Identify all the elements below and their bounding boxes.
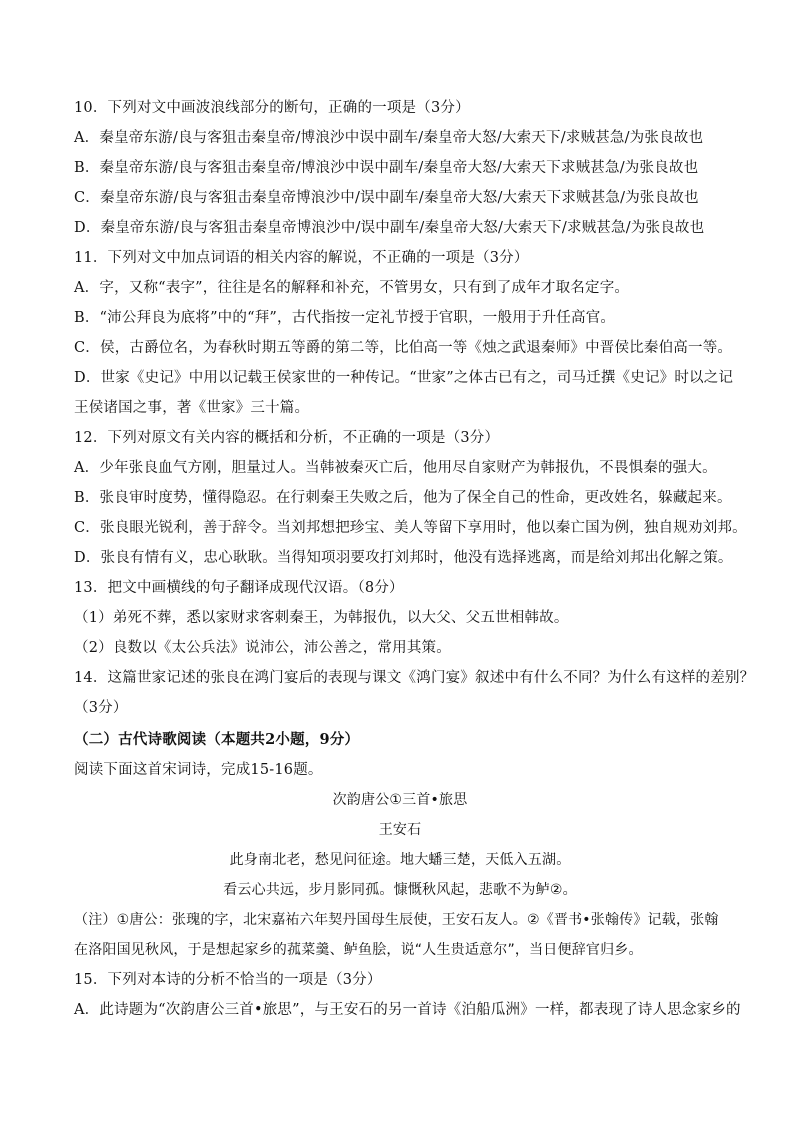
section-heading: （二）古代诗歌阅读（本题共2小题，9分） bbox=[74, 731, 360, 748]
q10-option-d: D．秦皇帝东游/良与客狙击秦皇帝博浪沙中/误中副车/秦皇帝大怒/大索天下/求贼甚急/为张良故也 bbox=[74, 220, 705, 236]
poem-line-1: 此身南北老，愁见问征途。地大蟠三楚，天低入五湖。 bbox=[229, 852, 571, 868]
q14-stem: 14．这篇世家记述的张良在鸿门宴后的表现与课文《鸿门宴》叙述中有什么不同？为什么有这样的差别？ bbox=[74, 670, 755, 686]
q10-option-b: B．秦皇帝东游/良与客狙击秦皇帝/博浪沙中误中副车/秦皇帝大怒/大索天下求贼甚急/为张良故也 bbox=[74, 160, 699, 176]
q12-stem: 12．下列对原文有关内容的概括和分析，不正确的一项是（3分） bbox=[74, 430, 500, 446]
q13-stem: 13．把文中画横线的句子翻译成现代汉语。（8分） bbox=[74, 580, 404, 596]
poem-note: （注）①唐公：张瑰的字，北宋嘉祐六年契丹国母生辰使，王安石友人。②《晋书•张翰传》记载，张翰 bbox=[74, 912, 719, 928]
q15-option-a: A．此诗题为“次韵唐公三首•旅思”，与王安石的另一首诗《泊船瓜洲》一样，都表现了诗人思念家乡的 bbox=[74, 1002, 741, 1018]
poem-note-cont: 在洛阳国见秋风，于是想起家乡的菰菜羹、鲈鱼脍，说“人生贵适意尔”，当日便辞官归乡。 bbox=[74, 942, 643, 958]
q13-item-2: （2）良数以《太公兵法》说沛公，沛公善之，常用其策。 bbox=[74, 640, 451, 656]
q13-item-1: （1）弟死不葬，悉以家财求客刺秦王，为韩报仇，以大父、父五世相韩故。 bbox=[74, 610, 569, 626]
poem-author: 王安石 bbox=[378, 822, 422, 838]
section-instruction: 阅读下面这首宋词诗，完成15-16题。 bbox=[74, 762, 323, 778]
q12-option-c: C．张良眼光锐利，善于辞令。当刘邦想把珍宝、美人等留下享用时，他以秦亡国为例，独自规劝刘邦。 bbox=[74, 520, 747, 536]
q12-option-b: B．张良审时度势，懂得隐忍。在行刺秦王失败之后，他为了保全自己的性命，更改姓名，躲藏起来。 bbox=[74, 490, 732, 506]
q15-stem: 15．下列对本诗的分析不恰当的一项是（3分） bbox=[74, 972, 382, 988]
q14-points: （3分） bbox=[74, 700, 128, 716]
q11-option-a: A．字，又称“表字”，往往是名的解释和补充，不管男女，只有到了成年才取名定字。 bbox=[74, 280, 630, 296]
q11-option-d-cont: 王侯诸国之事，著《世家》三十篇。 bbox=[74, 400, 310, 416]
q10-option-a: A．秦皇帝东游/良与客狙击秦皇帝/博浪沙中误中副车/秦皇帝大怒/大索天下/求贼甚急/为张良故也 bbox=[74, 130, 704, 146]
q11-option-d: D．世家《史记》中用以记载王侯家世的一种传记。“世家”之体古已有之，司马迁撰《史记》时以之记 bbox=[74, 370, 734, 386]
poem-line-2: 看云心共远，步月影同孤。慷慨秋风起，悲歌不为鲈②。 bbox=[223, 882, 577, 898]
q10-stem: 10．下列对文中画波浪线部分的断句，正确的一项是（3分） bbox=[74, 100, 470, 116]
q10-option-c: C．秦皇帝东游/良与客狙击秦皇帝博浪沙中/误中副车/秦皇帝大怒/大索天下求贼甚急/为张良故也 bbox=[74, 190, 699, 206]
q11-option-c: C．侯，古爵位名，为春秋时期五等爵的第二等，比伯高一等《烛之武退秦师》中晋侯比秦伯高一等。 bbox=[74, 340, 733, 356]
q11-option-b: B．“沛公拜良为底将”中的“拜”，古代指按一定礼节授于官职，一般用于升任高官。 bbox=[74, 310, 616, 326]
q12-option-a: A．少年张良血气方刚，胆量过人。当韩被秦灭亡后，他用尽自家财产为韩报仇，不畏惧秦的强大。 bbox=[74, 460, 717, 476]
q12-option-d: D．张良有情有义，忠心耿耿。当得知项羽要攻打刘邦时，他没有选择逃离，而是给刘邦出化解之策。 bbox=[74, 550, 733, 566]
poem-title: 次韵唐公①三首•旅思 bbox=[332, 792, 468, 808]
q11-stem: 11．下列对文中加点词语的相关内容的解说，不正确的一项是（3分） bbox=[74, 250, 529, 266]
